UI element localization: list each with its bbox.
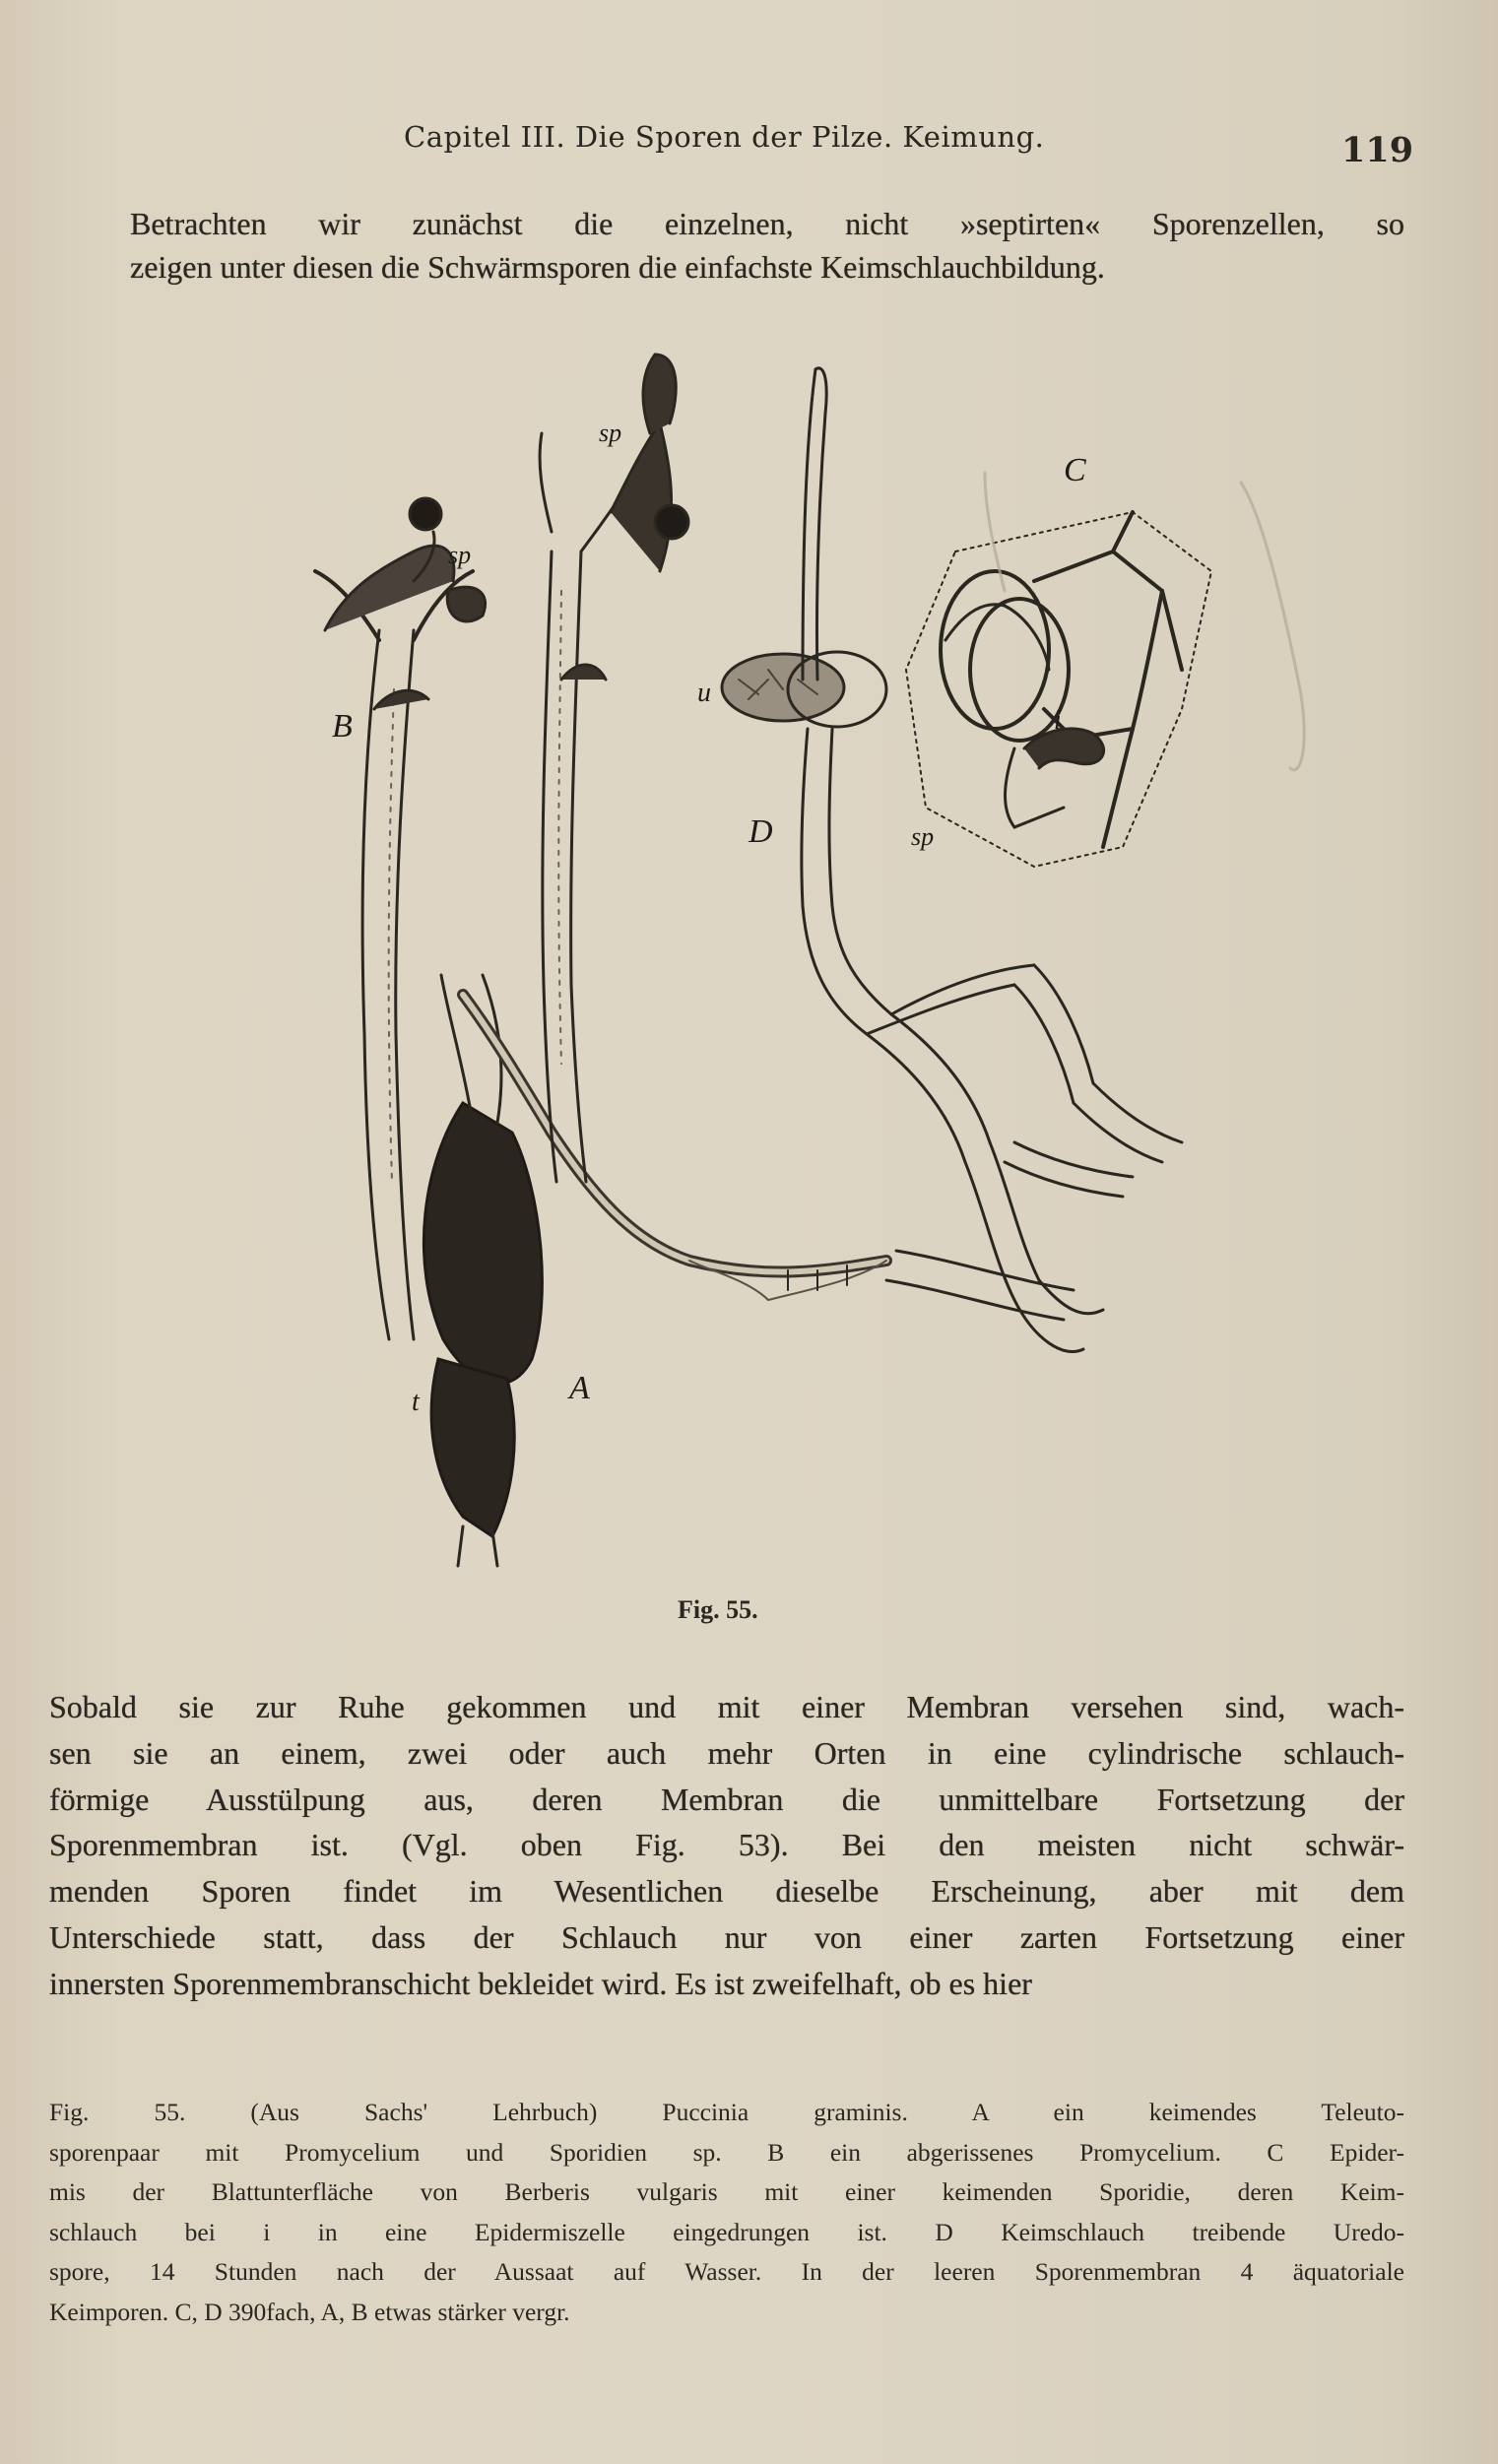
running-title: Capitel III. Die Sporen der Pilze. Keimung.: [404, 120, 1045, 154]
text-line: Unterschiede statt, dass der Schlauch nur von einer zarten Fortsetzung einer: [49, 1918, 1404, 1955]
paragraph-bottom: [49, 1684, 1404, 2007]
label-u: u: [697, 678, 711, 708]
label-a: A: [569, 1370, 590, 1406]
label-sp-1: sp: [448, 541, 472, 569]
figure-label: Fig. 55.: [678, 1595, 758, 1624]
bleed-through-drawing: [985, 473, 1304, 770]
figure-caption: [49, 2093, 1404, 2333]
label-b: B: [332, 708, 353, 745]
caption-line: Keimporen. C, D 390fach, A, B etwas stärker vergr.: [49, 2297, 570, 2326]
text-line: Betrachten wir zunächst die einzelnen, nicht »septirten« Sporenzellen, so: [130, 206, 1404, 241]
text-line: menden Sporen findet im Wesentlichen dieselbe Erscheinung, aber mit dem: [49, 1873, 1404, 1910]
caption-line: spore, 14 Stunden nach der Aussaat auf Wasser. In der leeren Sporenmembran 4 äquatoriale: [49, 2257, 1404, 2287]
label-c: C: [1064, 452, 1086, 488]
panel-a-promycelium-branch: [540, 355, 688, 1182]
text-line: förmige Ausstülpung aus, deren Membran die unmittelbare Fortsetzung der: [49, 1781, 1404, 1817]
panel-c-epidermis: [906, 512, 1211, 867]
label-sp-3: sp: [911, 822, 935, 851]
text-line: Sporenmembran ist. (Vgl. oben Fig. 53). Bei den meisten nicht schwär-: [49, 1827, 1404, 1863]
text-line: sen sie an einem, zwei oder auch mehr Orten in eine cylindrische schlauch-: [49, 1734, 1404, 1771]
label-d: D: [749, 813, 773, 850]
label-t: t: [412, 1387, 420, 1417]
caption-line: mis der Blattunterfläche von Berberis vulgaris mit einer keimenden Sporidie, deren Keim-: [49, 2177, 1404, 2207]
label-sp-2: sp: [599, 419, 622, 447]
text-line: zeigen unter diesen die Schwärmsporen die einfachste Keimschlauchbildung.: [130, 249, 1105, 285]
page-number: 119: [1341, 130, 1414, 170]
text-line: Sobald sie zur Ruhe gekommen und mit einer Membran versehen sind, wach-: [49, 1689, 1404, 1724]
label-i: i: [1054, 705, 1062, 736]
caption-line: sporenpaar mit Promycelium und Sporidien sp. B ein abgerissenes Promycelium. C Epider-: [49, 2137, 1404, 2167]
text-line: innersten Sporenmembranschicht bekleidet wird. Es ist zweifelhaft, ob es hier: [49, 1965, 1032, 2001]
caption-line: schlauch bei i in eine Epidermiszelle eingedrungen ist. D Keimschlauch treibende Uredo-: [49, 2217, 1404, 2246]
caption-line: Fig. 55. (Aus Sachs' Lehrbuch) Puccinia graminis. A ein keimendes Teleuto-: [49, 2098, 1404, 2126]
panel-d-uredospore: [689, 368, 1182, 1352]
